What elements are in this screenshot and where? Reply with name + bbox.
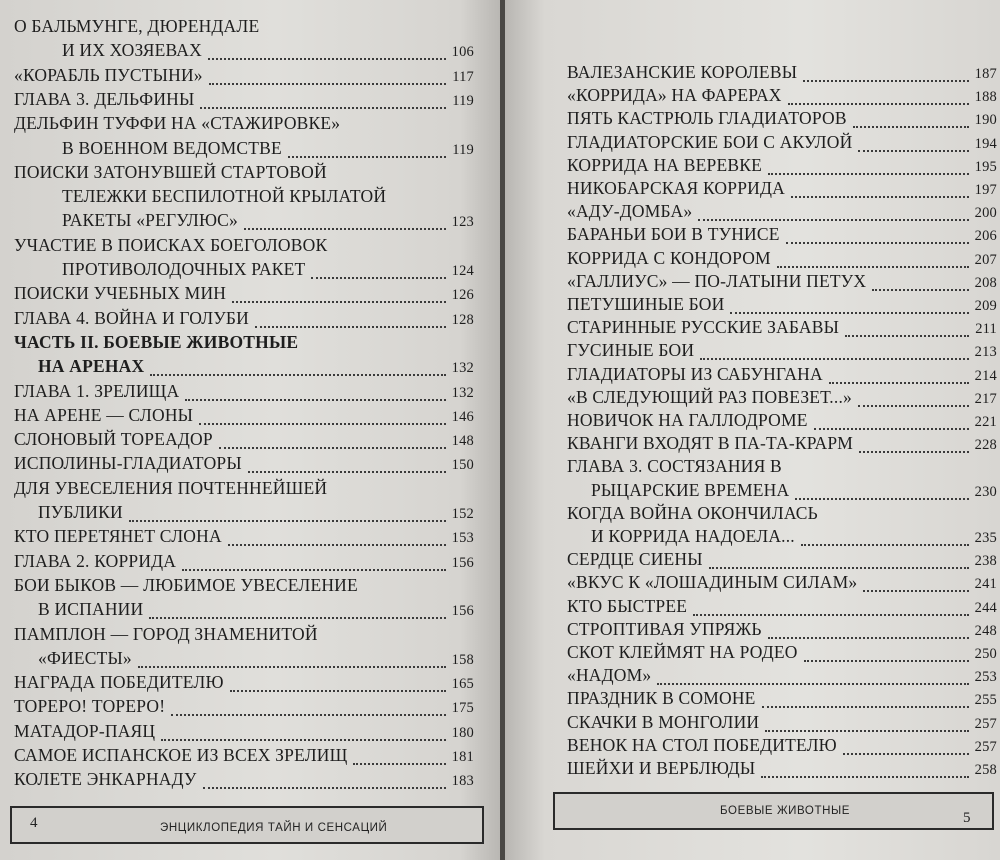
toc-entry-title: КОРРИДА С КОНДОРОМ bbox=[567, 247, 771, 268]
toc-entry-title: САМОЕ ИСПАНСКОЕ ИЗ ВСЕХ ЗРЕЛИЩ bbox=[14, 745, 348, 765]
toc-entry-title: ГЛАДИАТОРЫ ИЗ САБУНГАНА bbox=[567, 363, 823, 384]
toc-entry-title: ПАМПЛОН — ГОРОД ЗНАМЕНИТОЙ bbox=[14, 623, 318, 644]
dot-leader bbox=[853, 126, 969, 128]
toc-entry-page: 146 bbox=[451, 408, 474, 425]
toc-entry-title: ТЕЛЕЖКИ БЕСПИЛОТНОЙ КРЫЛАТОЙ bbox=[62, 186, 387, 207]
toc-entry-title: И ИХ ХОЗЯЕВАХ bbox=[62, 40, 202, 61]
toc-entry-title: КОРРИДА НА ВЕРЕВКЕ bbox=[567, 154, 762, 175]
toc-entry bbox=[14, 308, 474, 332]
toc-entry-page: 200 bbox=[974, 205, 997, 222]
toc-entry-title: БОИ БЫКОВ — ЛЮБИМОЕ УВЕСЕЛЕНИЕ bbox=[14, 574, 358, 595]
dot-leader bbox=[768, 637, 969, 639]
dot-leader bbox=[171, 714, 445, 716]
dot-leader bbox=[859, 451, 969, 453]
toc-entry-page: 250 bbox=[974, 646, 997, 662]
toc-entry-title: «КОРРИДА» НА ФАРЕРАХ bbox=[567, 85, 782, 106]
dot-leader bbox=[858, 405, 969, 407]
dot-leader bbox=[762, 706, 969, 708]
toc-entry-page: 119 bbox=[452, 92, 474, 109]
left-page-number: 4 bbox=[30, 815, 38, 831]
toc-entry bbox=[14, 769, 474, 793]
toc-entry-page: 106 bbox=[451, 44, 474, 61]
dot-leader bbox=[788, 103, 969, 105]
toc-entry bbox=[14, 624, 318, 648]
dot-leader bbox=[244, 228, 446, 230]
dot-leader bbox=[185, 399, 445, 401]
toc-entry-title: КОЛЕТЕ ЭНКАРНАДУ bbox=[14, 769, 197, 790]
toc-entry-title: ПЯТЬ КАСТРЮЛЬ ГЛАДИАТОРОВ bbox=[567, 108, 847, 129]
toc-entry-title: КОГДА ВОЙНА ОКОНЧИЛАСЬ bbox=[567, 502, 818, 523]
toc-entry-page: 257 bbox=[974, 738, 997, 755]
dot-leader bbox=[232, 301, 446, 303]
toc-entry-page: 152 bbox=[451, 506, 474, 522]
dot-leader bbox=[209, 83, 446, 85]
dot-leader bbox=[814, 428, 969, 430]
toc-entry bbox=[567, 642, 997, 666]
toc-entry-title: БАРАНЬИ БОИ В ТУНИСЕ bbox=[567, 224, 780, 245]
toc-entry bbox=[14, 478, 327, 502]
toc-entry bbox=[14, 526, 474, 550]
toc-entry-title: СЛОНОВЫЙ ТОРЕАДОР bbox=[14, 429, 213, 450]
right-page bbox=[505, 0, 1000, 860]
toc-entry-page: 124 bbox=[451, 263, 474, 279]
toc-entry-title: «ВКУС К «ЛОШАДИНЫМ СИЛАМ» bbox=[567, 572, 858, 593]
right-running-footer: БОЕВЫЕ ЖИВОТНЫЕ bbox=[720, 805, 851, 817]
toc-entry-page: 217 bbox=[974, 390, 997, 407]
toc-entry-page: 187 bbox=[974, 66, 997, 82]
toc-entry bbox=[567, 108, 997, 132]
toc-entry-title: ГЛАВА 1. ЗРЕЛИЩА bbox=[14, 380, 180, 401]
dot-leader bbox=[730, 312, 968, 314]
dot-leader bbox=[765, 730, 968, 732]
dot-leader bbox=[203, 787, 446, 789]
dot-leader bbox=[786, 242, 969, 244]
dot-leader bbox=[803, 80, 968, 82]
toc-entry bbox=[567, 155, 997, 179]
dot-leader bbox=[311, 277, 445, 279]
toc-entry-page: 209 bbox=[974, 298, 997, 314]
toc-entry-title: «АДУ-ДОМБА» bbox=[567, 201, 693, 222]
dot-leader bbox=[804, 660, 969, 662]
toc-entry-page: 128 bbox=[451, 311, 474, 328]
dot-leader bbox=[230, 690, 446, 692]
toc-entry bbox=[567, 85, 997, 109]
toc-entry-page: 183 bbox=[451, 773, 474, 790]
dot-leader bbox=[872, 289, 968, 291]
toc-entry-title: ПОИСКИ УЧЕБНЫХ МИН bbox=[14, 283, 227, 304]
toc-entry-title: ЧАСТЬ II. БОЕВЫЕ ЖИВОТНЫЕ bbox=[14, 331, 299, 352]
toc-entry-title: ГЛАВА 3. СОСТЯЗАНИЯ В bbox=[567, 456, 782, 477]
toc-entry-title: РЫЦАРСКИЕ ВРЕМЕНА bbox=[591, 479, 790, 500]
left-running-footer: ЭНЦИКЛОПЕДИЯ ТАЙН И СЕНСАЦИЙ bbox=[160, 822, 388, 834]
toc-entry bbox=[14, 721, 474, 745]
toc-entry-title: СЕРДЦЕ СИЕНЫ bbox=[567, 549, 703, 570]
toc-entry bbox=[38, 599, 474, 623]
toc-entry-title: ГЛАВА 3. ДЕЛЬФИНЫ bbox=[14, 88, 195, 109]
right-page-number: 5 bbox=[963, 810, 971, 826]
toc-entry-page: 153 bbox=[451, 530, 474, 547]
dot-leader bbox=[182, 569, 445, 571]
toc-entry bbox=[38, 356, 474, 380]
toc-entry-page: 117 bbox=[452, 68, 474, 85]
toc-entry bbox=[567, 224, 997, 248]
toc-entry-page: 248 bbox=[974, 622, 997, 639]
toc-entry-title: «ГАЛЛИУС» — ПО-ЛАТЫНИ ПЕТУХ bbox=[567, 270, 867, 291]
toc-entry bbox=[567, 364, 997, 388]
toc-entry-page: 175 bbox=[451, 700, 474, 717]
toc-entry bbox=[567, 735, 997, 759]
toc-entry-page: 150 bbox=[451, 457, 474, 474]
toc-entry-title: ГЛАВА 2. КОРРИДА bbox=[14, 550, 177, 571]
dot-leader bbox=[700, 358, 968, 360]
toc-entry-title: ИСПОЛИНЫ-ГЛАДИАТОРЫ bbox=[14, 453, 242, 474]
toc-entry-page: 235 bbox=[974, 530, 997, 546]
toc-entry-page: 132 bbox=[451, 384, 474, 401]
toc-entry-page: 213 bbox=[974, 344, 997, 361]
toc-entry-page: 119 bbox=[452, 141, 474, 158]
toc-entry bbox=[14, 113, 340, 137]
toc-entry bbox=[567, 132, 997, 156]
toc-entry-page: 132 bbox=[451, 360, 474, 377]
toc-entry-title: РАКЕТЫ «РЕГУЛЮС» bbox=[62, 210, 239, 231]
toc-entry-title: СТРОПТИВАЯ УПРЯЖЬ bbox=[567, 618, 762, 639]
toc-entry bbox=[567, 619, 997, 643]
toc-entry bbox=[14, 162, 327, 186]
toc-entry-title: «КОРАБЛЬ ПУСТЫНИ» bbox=[14, 64, 203, 85]
toc-entry-title: СКАЧКИ В МОНГОЛИИ bbox=[567, 711, 760, 732]
toc-entry bbox=[567, 178, 997, 202]
toc-entry bbox=[14, 551, 474, 575]
toc-entry-page: 244 bbox=[974, 599, 997, 616]
toc-entry-page: 221 bbox=[974, 414, 997, 430]
toc-entry bbox=[567, 712, 997, 736]
toc-entry-page: 181 bbox=[451, 749, 474, 765]
toc-entry-title: УЧАСТИЕ В ПОИСКАХ БОЕГОЛОВОК bbox=[14, 234, 328, 255]
toc-entry bbox=[567, 62, 997, 86]
dot-leader bbox=[138, 666, 446, 668]
toc-entry-title: И КОРРИДА НАДОЕЛА... bbox=[591, 526, 795, 546]
dot-leader bbox=[199, 423, 446, 425]
toc-entry bbox=[567, 387, 997, 411]
toc-entry bbox=[591, 526, 997, 550]
toc-entry-title: «ФИЕСТЫ» bbox=[38, 647, 132, 668]
toc-entry-page: 258 bbox=[974, 762, 997, 778]
toc-entry-title: ГУСИНЫЕ БОИ bbox=[567, 340, 695, 361]
toc-entry-title: О БАЛЬМУНГЕ, ДЮРЕНДАЛЕ bbox=[14, 16, 260, 36]
toc-entry bbox=[567, 596, 997, 620]
toc-entry bbox=[62, 186, 386, 210]
toc-entry-page: 190 bbox=[974, 112, 997, 129]
toc-entry-title: СТАРИННЫЕ РУССКИЕ ЗАБАВЫ bbox=[567, 317, 840, 338]
toc-entry-page: 211 bbox=[975, 321, 997, 338]
toc-entry-page: 126 bbox=[451, 287, 474, 304]
toc-entry-title: ДЛЯ УВЕСЕЛЕНИЯ ПОЧТЕННЕЙШЕЙ bbox=[14, 477, 328, 498]
dot-leader bbox=[698, 219, 968, 221]
toc-entry bbox=[14, 429, 474, 453]
toc-entry bbox=[567, 271, 997, 295]
dot-leader bbox=[161, 739, 445, 741]
toc-entry-page: 197 bbox=[974, 182, 997, 198]
toc-entry-title: НОВИЧОК НА ГАЛЛОДРОМЕ bbox=[567, 410, 808, 430]
toc-entry-title: «НАДОМ» bbox=[567, 665, 652, 686]
toc-entry bbox=[567, 294, 997, 318]
dot-leader bbox=[657, 683, 968, 685]
dot-leader bbox=[858, 150, 968, 152]
toc-entry bbox=[38, 502, 474, 526]
toc-entry-page: 255 bbox=[974, 692, 997, 709]
toc-entry-page: 194 bbox=[974, 135, 997, 152]
toc-entry-title: НИКОБАРСКАЯ КОРРИДА bbox=[567, 178, 785, 198]
toc-entry-title: ПЕТУШИНЫЕ БОИ bbox=[567, 294, 725, 314]
toc-entry bbox=[567, 665, 997, 689]
toc-entry-title: В ИСПАНИИ bbox=[38, 599, 144, 620]
dot-leader bbox=[761, 776, 968, 778]
toc-entry-title: ВЕНОК НА СТОЛ ПОБЕДИТЕЛЮ bbox=[567, 734, 837, 755]
toc-entry bbox=[567, 410, 997, 434]
dot-leader bbox=[709, 567, 969, 569]
toc-entry bbox=[14, 453, 474, 477]
toc-entry bbox=[14, 381, 474, 405]
toc-entry bbox=[567, 340, 997, 364]
toc-entry bbox=[62, 40, 474, 64]
toc-entry bbox=[62, 138, 474, 162]
toc-entry-title: ВАЛЕЗАНСКИЕ КОРОЛЕВЫ bbox=[567, 62, 798, 82]
toc-entry-title: ШЕЙХИ И ВЕРБЛЮДЫ bbox=[567, 758, 756, 778]
toc-entry-page: 156 bbox=[451, 603, 474, 620]
toc-entry bbox=[567, 248, 997, 272]
toc-entry-title: КВАНГИ ВХОДЯТ В ПА-ТА-КРАРМ bbox=[567, 433, 854, 454]
dot-leader bbox=[801, 544, 969, 546]
dot-leader bbox=[200, 107, 446, 109]
toc-entry-page: 156 bbox=[451, 554, 474, 571]
toc-entry bbox=[567, 317, 997, 341]
toc-entry-title: МАТАДОР-ПАЯЦ bbox=[14, 720, 156, 741]
toc-entry bbox=[14, 405, 474, 429]
toc-entry-page: 207 bbox=[974, 251, 997, 268]
toc-entry-page: 228 bbox=[974, 437, 997, 454]
toc-entry-title: В ВОЕННОМ ВЕДОМСТВЕ bbox=[62, 137, 282, 158]
toc-entry bbox=[14, 575, 358, 599]
toc-entry-page: 241 bbox=[974, 576, 997, 593]
toc-entry-page: 206 bbox=[974, 228, 997, 245]
toc-entry bbox=[14, 332, 298, 356]
toc-entry-title: «В СЛЕДУЮЩИЙ РАЗ ПОВЕЗЕТ...» bbox=[567, 386, 852, 407]
toc-entry bbox=[62, 259, 474, 283]
toc-entry bbox=[14, 745, 474, 769]
toc-entry-page: 208 bbox=[974, 274, 997, 291]
toc-entry bbox=[14, 283, 474, 307]
toc-entry-title: СКОТ КЛЕЙМЯТ НА РОДЕО bbox=[567, 642, 798, 662]
toc-entry-title: ПРАЗДНИК В СОМОНЕ bbox=[567, 688, 756, 709]
toc-entry-title: ПОИСКИ ЗАТОНУВШЕЙ СТАРТОВОЙ bbox=[14, 161, 327, 182]
dot-leader bbox=[829, 382, 969, 384]
toc-entry bbox=[567, 758, 997, 782]
toc-entry bbox=[14, 235, 327, 259]
toc-entry-page: 180 bbox=[451, 724, 474, 741]
toc-entry-page: 123 bbox=[451, 214, 474, 231]
toc-entry bbox=[591, 480, 997, 504]
dot-leader bbox=[693, 614, 969, 616]
toc-entry-title: КТО БЫСТРЕЕ bbox=[567, 595, 688, 616]
toc-entry bbox=[14, 16, 259, 40]
toc-entry-page: 158 bbox=[451, 651, 474, 668]
dot-leader bbox=[777, 266, 969, 268]
toc-entry-title: НА АРЕНЕ — СЛОНЫ bbox=[14, 404, 194, 425]
dot-leader bbox=[248, 471, 446, 473]
toc-entry bbox=[567, 456, 782, 480]
dot-leader bbox=[208, 58, 446, 60]
dot-leader bbox=[768, 173, 969, 175]
dot-leader bbox=[845, 335, 969, 337]
toc-entry-page: 238 bbox=[974, 553, 997, 570]
toc-entry-title: КТО ПЕРЕТЯНЕТ СЛОНА bbox=[14, 526, 222, 547]
toc-entry-page: 257 bbox=[974, 715, 997, 732]
toc-entry bbox=[14, 672, 474, 696]
toc-entry bbox=[14, 89, 474, 113]
toc-entry bbox=[62, 210, 474, 234]
toc-entry-title: ПУБЛИКИ bbox=[38, 502, 123, 522]
toc-entry-title: ДЕЛЬФИН ТУФФИ НА «СТАЖИРОВКЕ» bbox=[14, 113, 341, 134]
toc-entry-title: НАГРАДА ПОБЕДИТЕЛЮ bbox=[14, 672, 224, 693]
toc-entry-page: 195 bbox=[974, 158, 997, 175]
toc-entry bbox=[567, 549, 997, 573]
toc-entry bbox=[567, 503, 818, 527]
dot-leader bbox=[219, 447, 446, 449]
toc-entry bbox=[14, 65, 474, 89]
toc-entry bbox=[14, 696, 474, 720]
dot-leader bbox=[228, 544, 446, 546]
toc-entry-page: 188 bbox=[974, 89, 997, 106]
toc-entry bbox=[38, 648, 474, 672]
toc-entry bbox=[567, 688, 997, 712]
toc-entry-page: 165 bbox=[451, 676, 474, 693]
dot-leader bbox=[791, 196, 969, 198]
toc-entry bbox=[567, 201, 997, 225]
toc-entry-page: 214 bbox=[974, 367, 997, 384]
toc-entry-title: ПРОТИВОЛОДОЧНЫХ РАКЕТ bbox=[62, 259, 306, 279]
toc-entry-title: ТОРЕРО! ТОРЕРО! bbox=[14, 696, 166, 717]
toc-entry-title: ГЛАВА 4. ВОЙНА И ГОЛУБИ bbox=[14, 307, 249, 328]
toc-entry-title: ГЛАДИАТОРСКИЕ БОИ С АКУЛОЙ bbox=[567, 131, 853, 152]
toc-entry-page: 253 bbox=[974, 669, 997, 686]
toc-entry-page: 230 bbox=[974, 483, 997, 500]
toc-entry bbox=[567, 572, 997, 596]
dot-leader bbox=[863, 590, 968, 592]
toc-entry-title: НА АРЕНАХ bbox=[38, 356, 145, 377]
toc-entry-page: 148 bbox=[451, 433, 474, 450]
dot-leader bbox=[795, 498, 968, 500]
dot-leader bbox=[843, 753, 969, 755]
dot-leader bbox=[150, 374, 445, 376]
dot-leader bbox=[149, 617, 445, 619]
dot-leader bbox=[353, 763, 445, 765]
dot-leader bbox=[288, 156, 446, 158]
dot-leader bbox=[255, 326, 446, 328]
toc-entry bbox=[567, 433, 997, 457]
dot-leader bbox=[129, 520, 446, 522]
